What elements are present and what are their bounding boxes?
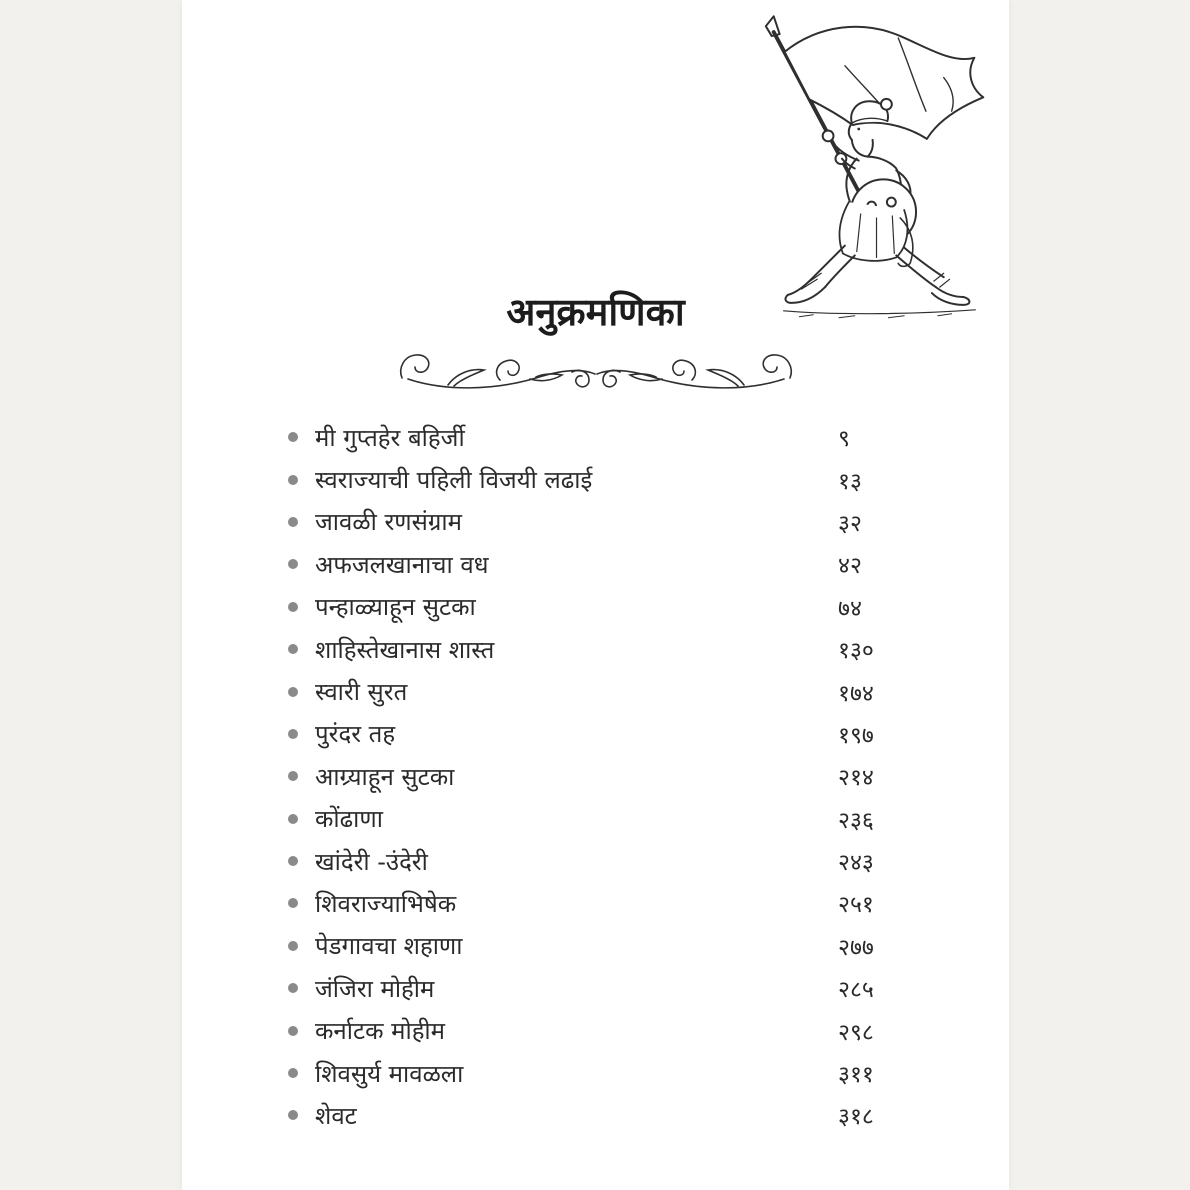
toc-entry <box>182 713 1009 755</box>
toc-list <box>182 416 1009 1137</box>
toc-entry-title: शिवसुर्य मावळला <box>315 1059 464 1088</box>
toc-entry <box>182 543 1009 585</box>
bullet-icon <box>288 729 298 739</box>
eye <box>857 128 860 131</box>
toc-entry-page-number: ३१८ <box>838 1104 874 1131</box>
ankle-wrap <box>934 273 950 287</box>
toc-entry-title: मी गुप्तहेर बहिर्जी <box>315 423 465 452</box>
toc-entry-title: जंजिरा मोहीम <box>315 974 435 1003</box>
bullet-icon <box>288 898 298 908</box>
bullet-icon <box>288 941 298 951</box>
page-title: अनुक्रमणिका <box>506 290 685 334</box>
toc-page <box>182 0 1009 1190</box>
bullet-icon <box>288 475 298 485</box>
toc-entry-page-number: १३ <box>838 468 862 495</box>
turban-knot <box>881 99 892 110</box>
toc-entry-page-number: ४२ <box>838 553 862 580</box>
toc-entry <box>182 755 1009 797</box>
toc-entry-title: शाहिस्तेखानास शास्त <box>315 635 495 664</box>
toc-entry <box>182 586 1009 628</box>
toc-entry <box>182 925 1009 967</box>
toc-entry <box>182 840 1009 882</box>
toc-entry-title: खांदेरी -उंदेरी <box>315 847 428 876</box>
toc-entry-page-number: २७७ <box>838 934 874 961</box>
toc-entry <box>182 458 1009 500</box>
toc-entry-title: शिवराज्याभिषेक <box>315 889 457 918</box>
toc-entry-page-number: २८५ <box>838 977 874 1004</box>
toc-entry <box>182 501 1009 543</box>
bullet-icon <box>288 856 298 866</box>
bullet-icon <box>288 432 298 442</box>
toc-entry-title: स्वराज्याची पहिली विजयी लढाई <box>315 466 593 495</box>
toc-entry-page-number: ३२ <box>838 510 862 537</box>
toc-entry <box>182 882 1009 924</box>
toc-entry-title: जावळी रणसंग्राम <box>315 508 462 537</box>
warrior-flag-illustration <box>750 8 1005 330</box>
bullet-icon <box>288 1068 298 1078</box>
toc-entry-title: अफजलखानाचा वध <box>315 550 489 579</box>
bullet-icon <box>288 1026 298 1036</box>
toc-entry-page-number: ९ <box>838 426 850 453</box>
toc-entry <box>182 1094 1009 1136</box>
toc-entry <box>182 416 1009 458</box>
bullet-icon <box>288 687 298 697</box>
flag <box>785 27 984 139</box>
toc-entry-page-number: २९८ <box>838 1019 874 1046</box>
toc-entry-title: कर्नाटक मोहीम <box>315 1017 446 1046</box>
toc-entry-page-number: २४३ <box>838 850 874 877</box>
toc-entry-title: कोंढाणा <box>315 805 383 834</box>
beard <box>852 140 873 157</box>
bullet-icon <box>288 644 298 654</box>
toc-entry-title: स्वारी सुरत <box>315 678 408 707</box>
skirt <box>840 202 908 261</box>
toc-entry <box>182 670 1009 712</box>
bullet-icon <box>288 602 298 612</box>
right-leg <box>896 248 943 288</box>
toc-entry-title: आग्र्याहून सुटका <box>315 762 455 791</box>
toc-entry-title: पुरंदर तह <box>315 720 396 749</box>
bullet-icon <box>288 517 298 527</box>
flourish-divider-icon <box>395 348 797 392</box>
toc-entry-page-number: २५१ <box>838 892 874 919</box>
toc-entry-page-number: ७४ <box>838 595 862 622</box>
upper-hand <box>823 130 834 141</box>
bullet-icon <box>288 1110 298 1120</box>
toc-entry-page-number: २१४ <box>838 765 874 792</box>
toc-entry-title: शेवट <box>315 1101 357 1130</box>
toc-entry-page-number: १९७ <box>838 722 874 749</box>
toc-entry-page-number: २३६ <box>838 807 874 834</box>
bullet-icon <box>288 771 298 781</box>
bullet-icon <box>288 559 298 569</box>
toc-entry-title: पन्हाळ्याहून सुटका <box>315 593 476 622</box>
toc-entry <box>182 967 1009 1009</box>
toc-entry <box>182 798 1009 840</box>
toc-entry <box>182 1009 1009 1051</box>
toc-entry-page-number: ३११ <box>838 1062 874 1089</box>
bullet-icon <box>288 983 298 993</box>
toc-entry <box>182 628 1009 670</box>
bullet-icon <box>288 814 298 824</box>
face-profile <box>849 123 852 140</box>
toc-entry-title: पेडगावचा शहाणा <box>315 932 463 961</box>
toc-entry-page-number: १३० <box>838 638 874 665</box>
toc-entry <box>182 1052 1009 1094</box>
toc-entry-page-number: १७४ <box>838 680 874 707</box>
